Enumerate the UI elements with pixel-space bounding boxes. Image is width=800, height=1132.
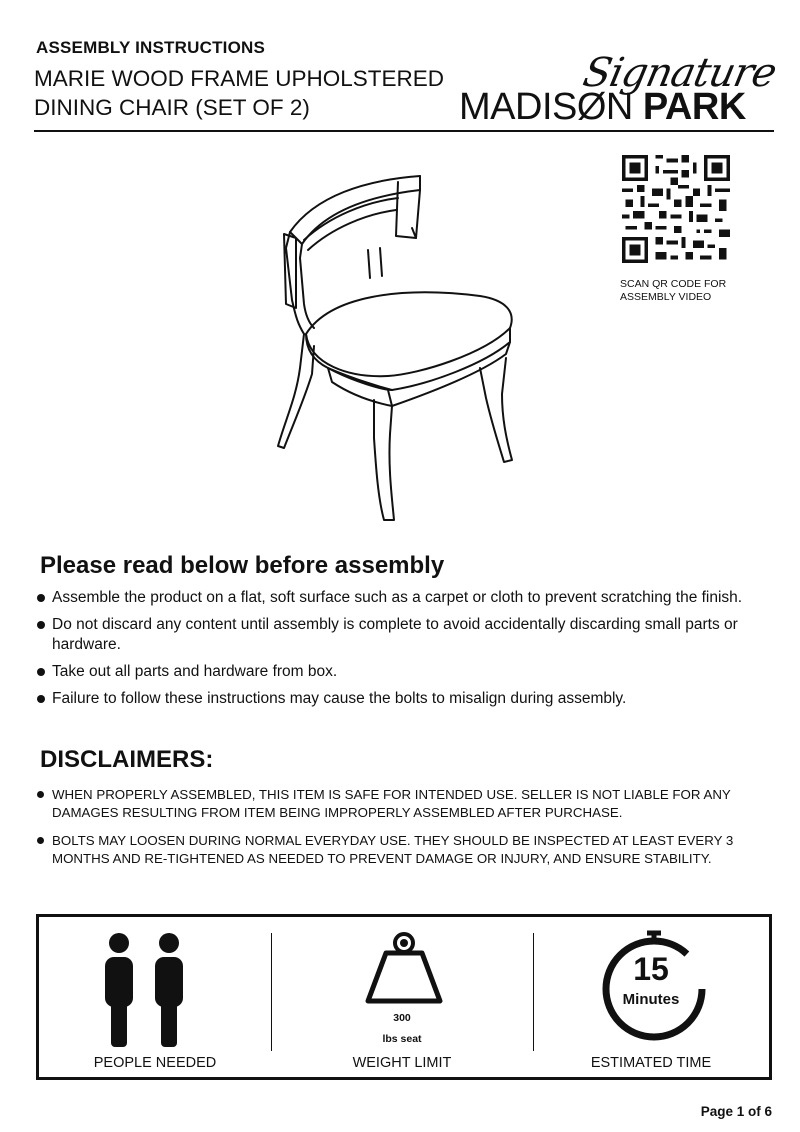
qr-caption-line-1: SCAN QR CODE FOR xyxy=(620,278,727,290)
assembly-instructions-label: ASSEMBLY INSTRUCTIONS xyxy=(36,38,266,57)
list-item: Failure to follow these instructions may cause the bolts to misalign during assembly. xyxy=(36,689,776,709)
brand-logo xyxy=(455,50,780,130)
estimated-time-cell xyxy=(533,917,769,1077)
product-title-line-2: DINING CHAIR (SET OF 2) xyxy=(34,95,310,120)
list-item: BOLTS MAY LOOSEN DURING NORMAL EVERYDAY USE. THEY SHOULD BE INSPECTED AT LEAST EVERY 3 MONTHS AND RE-TIGHTENED AS NEEDED TO PREVENT DAMAGE OR INJURY, AND ENSURE STABILITY. xyxy=(36,832,781,868)
people-needed-cell xyxy=(39,917,271,1077)
disclaimers-heading: DISCLAIMERS: xyxy=(40,746,214,773)
product-title-line-1: MARIE WOOD FRAME UPHOLSTERED xyxy=(34,66,445,91)
brand-name-left: MADISØN xyxy=(459,86,643,128)
qr-caption xyxy=(620,278,726,304)
list-item: WHEN PROPERLY ASSEMBLED, THIS ITEM IS SAFE FOR INTENDED USE. SELLER IS NOT LIABLE FOR ANY DAMAGES RESULTING FROM ITEM BEING IMPROPERLY ASSEMBLED AFTER PURCHASE. xyxy=(36,786,781,822)
chair-illustration xyxy=(270,168,530,530)
header-divider xyxy=(34,130,774,132)
info-panel xyxy=(36,914,772,1080)
weight-limit-cell xyxy=(271,917,533,1077)
brand-script-text: Signature xyxy=(579,50,780,96)
qr-caption-line-2: ASSEMBLY VIDEO xyxy=(620,291,712,303)
page-number: Page 1 of 6 xyxy=(700,1104,772,1119)
read-before-assembly-heading: Please read below before assembly xyxy=(40,552,445,579)
estimated-time-label: ESTIMATED TIME xyxy=(590,1055,712,1071)
disclaimers-list xyxy=(36,786,781,878)
list-item: Do not discard any content until assembly is complete to avoid accidentally discarding small parts or hardware. xyxy=(36,615,776,655)
person-icon xyxy=(91,931,191,1051)
weight-limit-label: WEIGHT LIMIT xyxy=(352,1055,452,1071)
weight-limit-value: 300 xyxy=(393,1012,411,1024)
estimated-time-unit: Minutes xyxy=(622,991,680,1008)
qr-code-icon xyxy=(622,155,730,263)
estimated-time-value: 15 xyxy=(633,951,669,987)
people-needed-label: PEOPLE NEEDED xyxy=(93,1055,217,1071)
weight-limit-unit: lbs seat xyxy=(382,1033,422,1045)
list-item: Assemble the product on a flat, soft surface such as a carpet or cloth to prevent scratching the finish. xyxy=(36,588,776,608)
assembly-notes-list xyxy=(36,588,776,716)
list-item: Take out all parts and hardware from box. xyxy=(36,662,776,682)
weight-icon xyxy=(364,931,444,1005)
brand-name xyxy=(459,86,746,129)
product-title xyxy=(34,64,444,122)
brand-name-right: PARK xyxy=(642,86,746,128)
